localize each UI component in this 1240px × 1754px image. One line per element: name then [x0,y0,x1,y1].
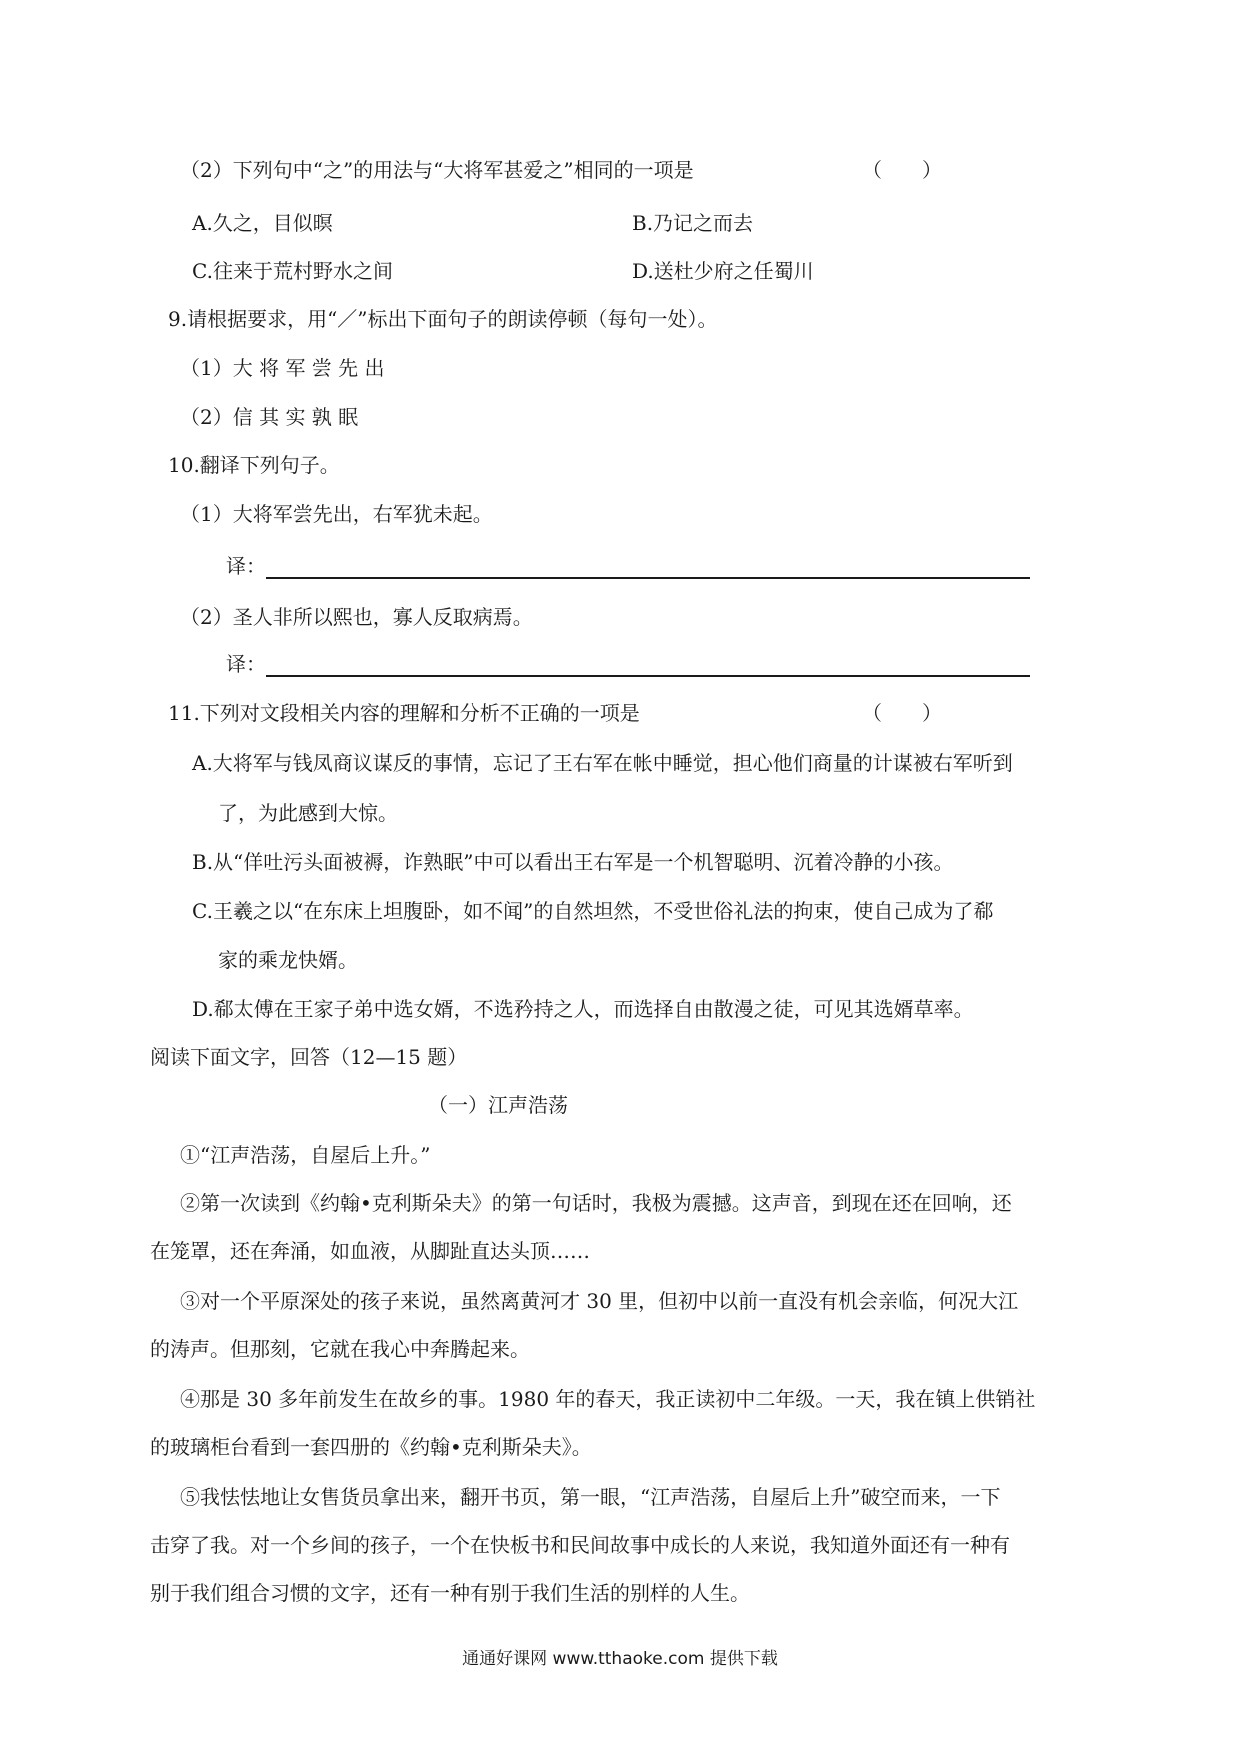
q10-translate-label-2: 译： [226,652,266,676]
q11-option-a-line-2: 了，为此感到大惊。 [218,801,398,825]
q9-item-1: （1）大 将 军 尝 先 出 [180,356,385,380]
q8-2-option-c: C.往来于荒村野水之间 [192,259,393,283]
page-footer: 通通好课网 www.tthaoke.com 提供下载 [462,1649,778,1669]
q11-option-b: B.从“佯吐污头面被褥，诈熟眠”中可以看出王右军是一个机智聪明、沉着冷静的小孩。 [192,850,954,874]
q10-answer-line-2[interactable] [266,675,1030,677]
paragraph-3-line-2: 的涛声。但那刻，它就在我心中奔腾起来。 [150,1337,530,1361]
q8-2-answer-paren: （ ） [862,158,942,182]
paragraph-1: ①“江声浩荡，自屋后上升。” [180,1143,431,1167]
paragraph-2-line-2: 在笼罩，还在奔涌，如血液，从脚趾直达头顶…… [150,1239,590,1263]
q8-2-option-b: B.乃记之而去 [632,211,754,235]
q10-stem: 10.翻译下列句子。 [168,453,340,477]
paragraph-4-line-1: ④那是 30 多年前发生在故乡的事。1980 年的春天，我正读初中二年级。一天，我在镇上供销社 [180,1387,1036,1411]
paragraph-5-line-3: 别于我们组合习惯的文字，还有一种有别于我们生活的别样的人生。 [150,1581,750,1605]
q8-2-option-d: D.送杜少府之任蜀川 [632,259,814,283]
q9-stem: 9.请根据要求，用“／”标出下面句子的朗读停顿（每句一处）。 [168,307,718,331]
q9-item-2: （2）信 其 实 孰 眠 [180,405,359,429]
q11-option-a-line-1: A.大将军与钱凤商议谋反的事情，忘记了王右军在帐中睡觉，担心他们商量的计谋被右军听到 [192,751,1013,775]
paragraph-2-line-1: ②第一次读到《约翰•克利斯朵夫》的第一句话时，我极为震撼。这声音，到现在还在回响，还 [180,1191,1012,1215]
paragraph-3-line-1: ③对一个平原深处的孩子来说，虽然离黄河才 30 里，但初中以前一直没有机会亲临，何况大江 [180,1289,1019,1313]
paragraph-5-line-2: 击穿了我。对一个乡间的孩子，一个在快板书和民间故事中成长的人来说，我知道外面还有一种有 [150,1533,1010,1557]
passage-title: （一）江声浩荡 [428,1093,568,1117]
q11-option-c-line-1: C.王羲之以“在东床上坦腹卧，如不闻”的自然坦然，不受世俗礼法的拘束，使自己成为了郗 [192,899,994,923]
paragraph-4-line-2: 的玻璃柜台看到一套四册的《约翰•克利斯朵夫》。 [150,1435,592,1459]
q10-translate-label-1: 译： [226,554,266,578]
q11-option-c-line-2: 家的乘龙快婿。 [218,948,358,972]
q8-2-stem: （2）下列句中“之”的用法与“大将军甚爱之”相同的一项是 [180,158,694,182]
q11-answer-paren: （ ） [862,701,942,725]
q11-stem: 11.下列对文段相关内容的理解和分析不正确的一项是 [168,701,640,725]
q10-item-1: （1）大将军尝先出，右军犹未起。 [180,502,493,526]
q8-2-option-a: A.久之，目似暝 [192,211,333,235]
q10-item-2: （2）圣人非所以熙也，寡人反取病焉。 [180,605,533,629]
q10-answer-line-1[interactable] [266,577,1030,579]
reading-intro: 阅读下面文字，回答（12—15 题） [150,1045,468,1069]
paragraph-5-line-1: ⑤我怯怯地让女售货员拿出来，翻开书页，第一眼，“江声浩荡，自屋后上升”破空而来，一下 [180,1485,1001,1509]
q11-option-d: D.郗太傅在王家子弟中选女婿，不选矜持之人，而选择自由散漫之徒，可见其选婿草率。 [192,997,974,1021]
